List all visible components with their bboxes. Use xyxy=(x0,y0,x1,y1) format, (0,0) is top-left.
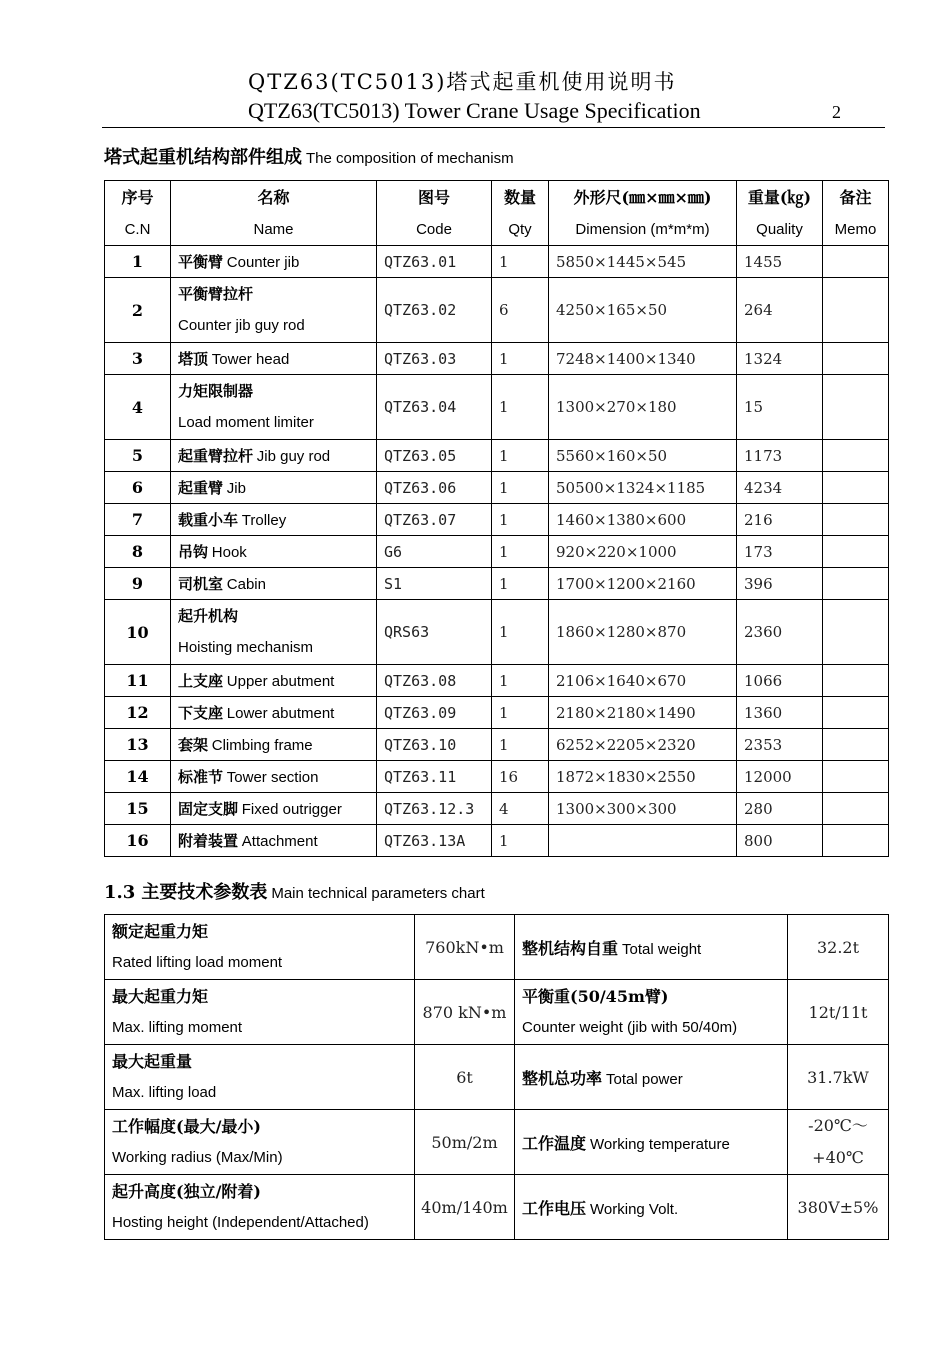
row-dimension: 920×220×1000 xyxy=(549,536,737,568)
param-row xyxy=(105,980,889,1045)
param-value: 32.2t xyxy=(788,915,889,980)
row-dimension: 1460×1380×600 xyxy=(549,504,737,536)
col-header-qty: 数量 Qty xyxy=(492,181,549,246)
row-code: QTZ63.11 xyxy=(377,761,492,793)
row-name: 司机室 Cabin xyxy=(171,568,377,600)
param-row xyxy=(105,1110,889,1175)
param-value: 380V±5% xyxy=(788,1175,889,1240)
row-dimension: 50500×1324×1185 xyxy=(549,472,737,504)
row-dimension: 1700×1200×2160 xyxy=(549,568,737,600)
row-name: 附着装置 Attachment xyxy=(171,825,377,857)
row-weight: 2360 xyxy=(737,600,823,665)
row-memo xyxy=(823,440,889,472)
row-number: 1 xyxy=(105,246,171,278)
row-weight: 1173 xyxy=(737,440,823,472)
col-header-memo: 备注 Memo xyxy=(823,181,889,246)
param-label: 整机总功率 Total power xyxy=(515,1045,788,1110)
row-weight: 12000 xyxy=(737,761,823,793)
table-row xyxy=(105,343,889,375)
row-name: 平衡臂拉杆 Counter jib guy rod xyxy=(171,278,377,343)
row-memo xyxy=(823,793,889,825)
row-dimension: 4250×165×50 xyxy=(549,278,737,343)
row-number: 3 xyxy=(105,343,171,375)
row-dimension: 7248×1400×1340 xyxy=(549,343,737,375)
param-value: 40m/140m xyxy=(415,1175,515,1240)
row-qty: 1 xyxy=(492,343,549,375)
row-weight: 1324 xyxy=(737,343,823,375)
page-number: 2 xyxy=(832,102,841,122)
row-memo xyxy=(823,568,889,600)
table-header-row xyxy=(105,181,889,246)
row-weight: 2353 xyxy=(737,729,823,761)
row-name: 载重小车 Trolley xyxy=(171,504,377,536)
row-number: 2 xyxy=(105,278,171,343)
row-memo xyxy=(823,375,889,440)
title-chinese: QTZ63(TC5013)塔式起重机使用说明书 xyxy=(248,70,677,94)
row-qty: 1 xyxy=(492,472,549,504)
row-number: 4 xyxy=(105,375,171,440)
row-name: 固定支脚 Fixed outrigger xyxy=(171,793,377,825)
param-label: 起升高度(独立/附着) Hosting height (Independent/Attached) xyxy=(105,1175,415,1240)
row-qty: 6 xyxy=(492,278,549,343)
row-memo xyxy=(823,343,889,375)
param-row xyxy=(105,915,889,980)
param-label: 工作电压 Working Volt. xyxy=(515,1175,788,1240)
row-number: 12 xyxy=(105,697,171,729)
row-number: 7 xyxy=(105,504,171,536)
row-qty: 1 xyxy=(492,697,549,729)
row-weight: 396 xyxy=(737,568,823,600)
row-qty: 1 xyxy=(492,536,549,568)
title-english: QTZ63(TC5013) Tower Crane Usage Specification xyxy=(248,98,701,123)
row-weight: 173 xyxy=(737,536,823,568)
row-code: S1 xyxy=(377,568,492,600)
row-name: 标准节 Tower section xyxy=(171,761,377,793)
row-name: 力矩限制器 Load moment limiter xyxy=(171,375,377,440)
row-dimension: 5560×160×50 xyxy=(549,440,737,472)
technical-parameters-table xyxy=(104,914,889,1240)
row-number: 11 xyxy=(105,665,171,697)
param-value: 6t xyxy=(415,1045,515,1110)
composition-table xyxy=(104,180,889,857)
row-weight: 1066 xyxy=(737,665,823,697)
col-header-cn: 序号 C.N xyxy=(105,181,171,246)
row-code: QTZ63.09 xyxy=(377,697,492,729)
row-code: QTZ63.06 xyxy=(377,472,492,504)
section-heading-parameters xyxy=(104,878,485,904)
table-row xyxy=(105,825,889,857)
row-qty: 1 xyxy=(492,504,549,536)
row-memo xyxy=(823,504,889,536)
row-name: 起重臂 Jib xyxy=(171,472,377,504)
row-dimension: 1860×1280×870 xyxy=(549,600,737,665)
row-number: 14 xyxy=(105,761,171,793)
row-name: 起重臂拉杆 Jib guy rod xyxy=(171,440,377,472)
section-title-cn: 主要技术参数表 xyxy=(141,882,268,903)
row-number: 9 xyxy=(105,568,171,600)
row-qty: 1 xyxy=(492,600,549,665)
table-row xyxy=(105,472,889,504)
table-row xyxy=(105,375,889,440)
table-row xyxy=(105,536,889,568)
table-row xyxy=(105,729,889,761)
param-label: 平衡重(50/45m臂) Counter weight (jib with 50/40m) xyxy=(515,980,788,1045)
col-header-name: 名称 Name xyxy=(171,181,377,246)
row-memo xyxy=(823,600,889,665)
row-memo xyxy=(823,665,889,697)
param-value: 31.7kW xyxy=(788,1045,889,1110)
row-qty: 1 xyxy=(492,246,549,278)
row-memo xyxy=(823,825,889,857)
row-dimension: 6252×2205×2320 xyxy=(549,729,737,761)
section-number: 1.3 xyxy=(104,882,136,903)
row-name: 上支座 Upper abutment xyxy=(171,665,377,697)
row-number: 8 xyxy=(105,536,171,568)
row-weight: 800 xyxy=(737,825,823,857)
row-memo xyxy=(823,472,889,504)
param-label: 最大起重力矩 Max. lifting moment xyxy=(105,980,415,1045)
param-label: 最大起重量 Max. lifting load xyxy=(105,1045,415,1110)
row-number: 10 xyxy=(105,600,171,665)
row-number: 6 xyxy=(105,472,171,504)
row-code: QTZ63.13A xyxy=(377,825,492,857)
param-value: 50m/2m xyxy=(415,1110,515,1175)
row-qty: 1 xyxy=(492,375,549,440)
row-code: QTZ63.08 xyxy=(377,665,492,697)
row-name: 下支座 Lower abutment xyxy=(171,697,377,729)
row-qty: 1 xyxy=(492,825,549,857)
param-label: 工作温度 Working temperature xyxy=(515,1110,788,1175)
row-weight: 1455 xyxy=(737,246,823,278)
row-dimension xyxy=(549,825,737,857)
param-value: 870 kN•m xyxy=(415,980,515,1045)
section-title-cn: 塔式起重机结构部件组成 xyxy=(104,147,302,168)
row-name: 平衡臂 Counter jib xyxy=(171,246,377,278)
param-value: 12t/11t xyxy=(788,980,889,1045)
row-qty: 16 xyxy=(492,761,549,793)
row-name: 套架 Climbing frame xyxy=(171,729,377,761)
row-name: 起升机构 Hoisting mechanism xyxy=(171,600,377,665)
table-row xyxy=(105,246,889,278)
row-dimension: 1872×1830×2550 xyxy=(549,761,737,793)
row-dimension: 2180×2180×1490 xyxy=(549,697,737,729)
table-row xyxy=(105,440,889,472)
table-row xyxy=(105,761,889,793)
row-number: 5 xyxy=(105,440,171,472)
row-qty: 1 xyxy=(492,729,549,761)
row-memo xyxy=(823,246,889,278)
row-code: QTZ63.01 xyxy=(377,246,492,278)
row-weight: 1360 xyxy=(737,697,823,729)
table-row xyxy=(105,600,889,665)
param-row xyxy=(105,1175,889,1240)
row-code: QTZ63.03 xyxy=(377,343,492,375)
row-weight: 4234 xyxy=(737,472,823,504)
row-qty: 4 xyxy=(492,793,549,825)
row-number: 16 xyxy=(105,825,171,857)
row-dimension: 1300×270×180 xyxy=(549,375,737,440)
row-name: 塔顶 Tower head xyxy=(171,343,377,375)
param-label: 整机结构自重 Total weight xyxy=(515,915,788,980)
row-weight: 280 xyxy=(737,793,823,825)
row-code: QTZ63.07 xyxy=(377,504,492,536)
table-row xyxy=(105,568,889,600)
param-value: 760kN•m xyxy=(415,915,515,980)
col-header-code: 图号 Code xyxy=(377,181,492,246)
section-heading-composition xyxy=(104,143,514,169)
table-row xyxy=(105,793,889,825)
header-divider xyxy=(102,127,885,128)
row-weight: 264 xyxy=(737,278,823,343)
row-memo xyxy=(823,697,889,729)
param-label: 工作幅度(最大/最小) Working radius (Max/Min) xyxy=(105,1110,415,1175)
param-row xyxy=(105,1045,889,1110)
row-memo xyxy=(823,761,889,793)
col-header-quality: 重量(㎏) Quality xyxy=(737,181,823,246)
row-code: QTZ63.12.3 xyxy=(377,793,492,825)
col-header-dimension: 外形尺(㎜×㎜×㎜) Dimension (m*m*m) xyxy=(549,181,737,246)
row-qty: 1 xyxy=(492,568,549,600)
row-code: G6 xyxy=(377,536,492,568)
row-dimension: 5850×1445×545 xyxy=(549,246,737,278)
row-code: QTZ63.04 xyxy=(377,375,492,440)
row-qty: 1 xyxy=(492,665,549,697)
row-weight: 15 xyxy=(737,375,823,440)
row-number: 15 xyxy=(105,793,171,825)
row-dimension: 2106×1640×670 xyxy=(549,665,737,697)
section-title-en: The composition of mechanism xyxy=(306,150,514,167)
param-label: 额定起重力矩 Rated lifting load moment xyxy=(105,915,415,980)
section-title-en: Main technical parameters chart xyxy=(271,885,485,902)
row-dimension: 1300×300×300 xyxy=(549,793,737,825)
table-row xyxy=(105,665,889,697)
row-code: QTZ63.05 xyxy=(377,440,492,472)
row-memo xyxy=(823,278,889,343)
table-row xyxy=(105,504,889,536)
row-number: 13 xyxy=(105,729,171,761)
row-memo xyxy=(823,729,889,761)
table-row xyxy=(105,697,889,729)
row-code: QTZ63.10 xyxy=(377,729,492,761)
row-weight: 216 xyxy=(737,504,823,536)
param-value: -20℃～ +40℃ xyxy=(788,1110,889,1175)
table-row xyxy=(105,278,889,343)
row-name: 吊钩 Hook xyxy=(171,536,377,568)
row-qty: 1 xyxy=(492,440,549,472)
row-code: QTZ63.02 xyxy=(377,278,492,343)
row-code: QRS63 xyxy=(377,600,492,665)
row-memo xyxy=(823,536,889,568)
